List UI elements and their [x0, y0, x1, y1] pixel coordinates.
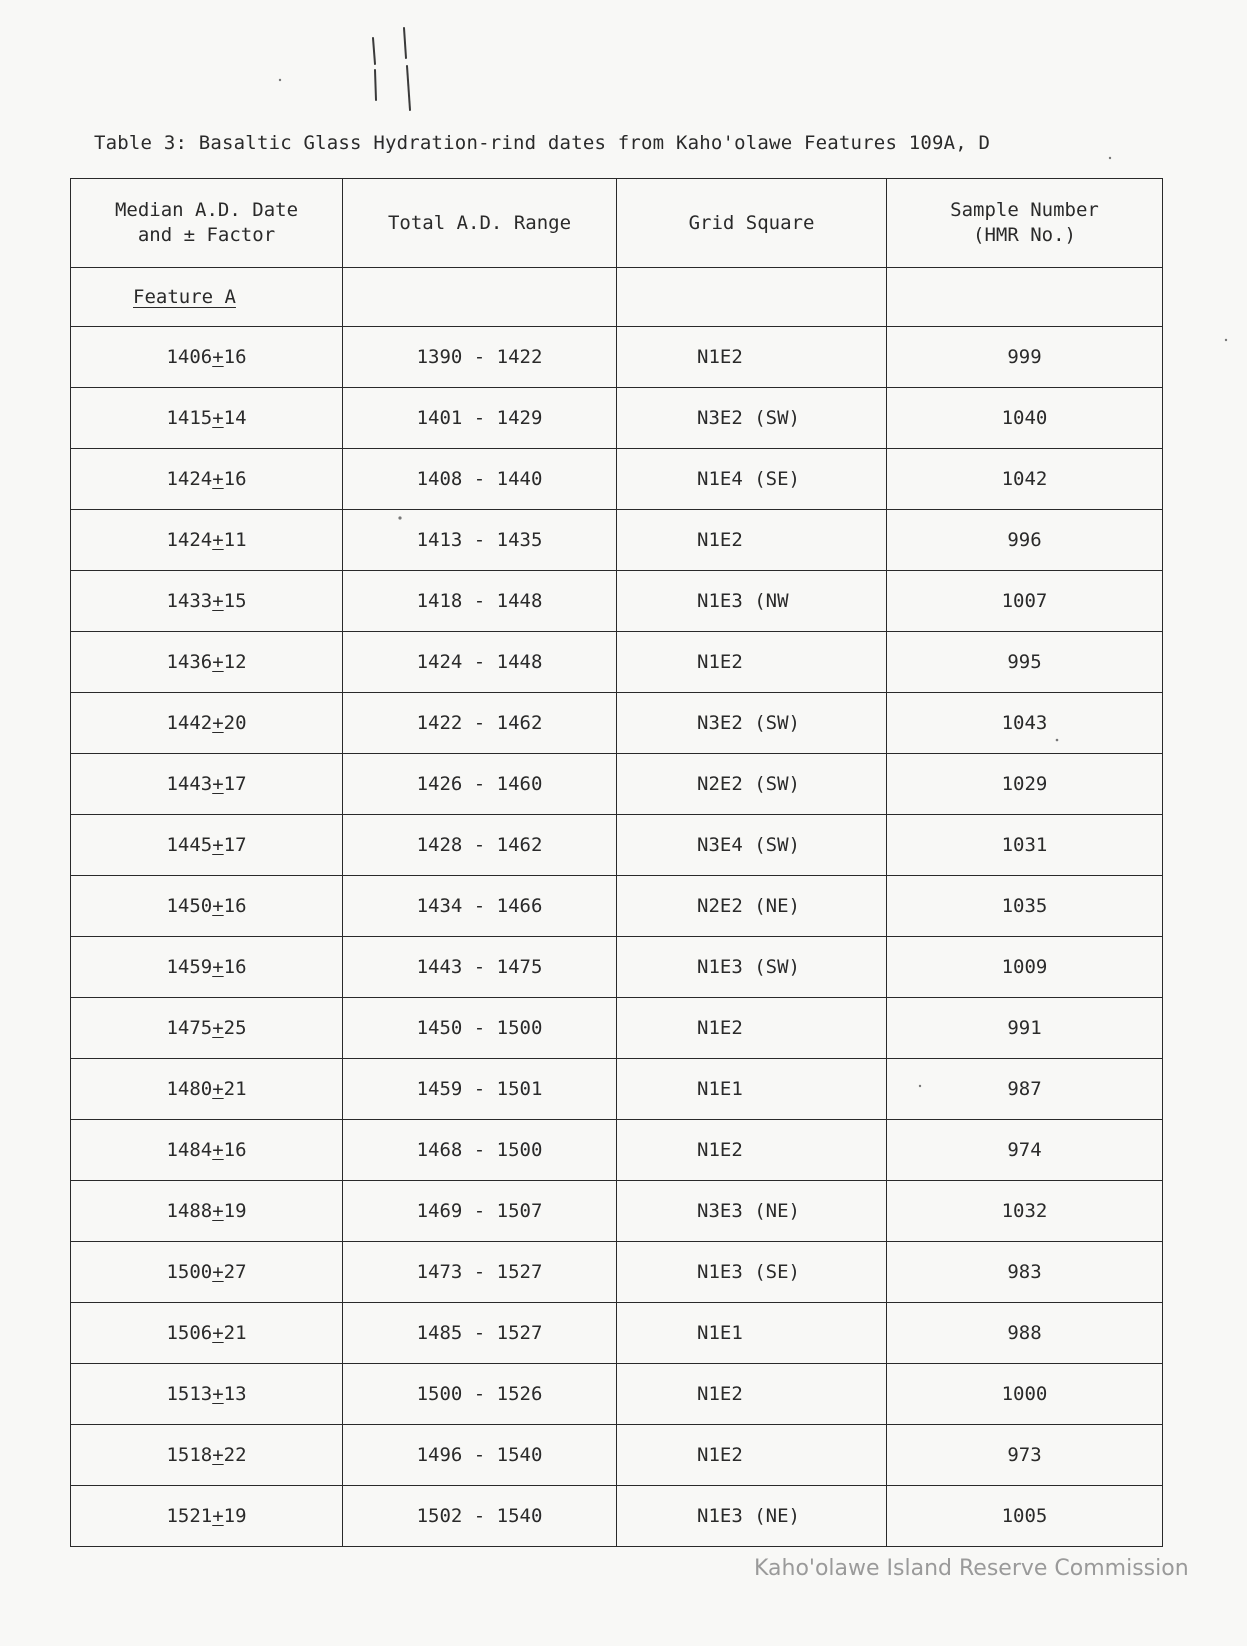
plus-minus-sign: +	[212, 712, 224, 734]
median-date-cell	[71, 876, 343, 937]
section-empty-cell	[887, 268, 1163, 327]
median-date-cell	[71, 937, 343, 998]
table-row	[71, 510, 1163, 571]
table-row	[71, 1242, 1163, 1303]
sample-number-cell: 1035	[887, 876, 1163, 937]
total-range-cell: 1496 - 1540	[343, 1425, 617, 1486]
table-row	[71, 388, 1163, 449]
median-date: 1518	[166, 1444, 213, 1466]
grid-square-cell: N1E2	[617, 998, 887, 1059]
median-date: 1415	[166, 407, 213, 429]
plus-minus-sign: +	[212, 468, 224, 490]
plus-minus-sign: +	[212, 407, 224, 429]
table-row	[71, 1120, 1163, 1181]
header-range-line-1: Total A.D. Range	[387, 211, 572, 234]
median-date: 1506	[166, 1322, 213, 1344]
header-sample-line-2: (HMR No.)	[973, 224, 1076, 246]
median-date: 1424	[166, 468, 213, 490]
median-date-cell	[71, 1181, 343, 1242]
plus-minus-sign: +	[212, 1200, 224, 1222]
plus-minus-sign: +	[212, 651, 224, 673]
grid-square-cell: N1E3 (NW	[617, 571, 887, 632]
plus-minus-factor: 16	[223, 468, 247, 490]
plus-minus-sign: +	[212, 1261, 224, 1283]
median-date-cell	[71, 1059, 343, 1120]
grid-square-cell: N1E3 (SE)	[617, 1242, 887, 1303]
median-date-cell	[71, 693, 343, 754]
plus-minus-factor: 21	[223, 1322, 247, 1344]
median-date: 1450	[166, 895, 213, 917]
sample-number-cell: 1032	[887, 1181, 1163, 1242]
sample-number-cell: 1029	[887, 754, 1163, 815]
grid-square-cell: N3E4 (SW)	[617, 815, 887, 876]
total-range-cell: 1434 - 1466	[343, 876, 617, 937]
median-date: 1484	[166, 1139, 213, 1161]
median-date: 1488	[166, 1200, 213, 1222]
header-sample-line-1: Sample Number	[950, 199, 1099, 221]
grid-square-cell: N3E2 (SW)	[617, 388, 887, 449]
total-range-cell: 1473 - 1527	[343, 1242, 617, 1303]
total-range-cell: 1426 - 1460	[343, 754, 617, 815]
median-date: 1513	[166, 1383, 213, 1405]
table-row	[71, 1059, 1163, 1120]
plus-minus-factor: 25	[223, 1017, 247, 1039]
plus-minus-sign: +	[212, 834, 224, 856]
total-range-cell: 1428 - 1462	[343, 815, 617, 876]
plus-minus-sign: +	[212, 1139, 224, 1161]
sample-number-cell: 1000	[887, 1364, 1163, 1425]
plus-minus-factor: 19	[223, 1200, 247, 1222]
sample-number-cell: 974	[887, 1120, 1163, 1181]
grid-square-cell: N1E2	[617, 1425, 887, 1486]
grid-square-cell: N1E2	[617, 632, 887, 693]
median-date-cell	[71, 1303, 343, 1364]
sample-number-cell: 995	[887, 632, 1163, 693]
total-range-cell: 1401 - 1429	[343, 388, 617, 449]
table-row	[71, 876, 1163, 937]
median-date-cell	[71, 388, 343, 449]
table-row	[71, 1364, 1163, 1425]
sample-number-cell: 1042	[887, 449, 1163, 510]
plus-minus-factor: 22	[223, 1444, 247, 1466]
median-date-cell	[71, 327, 343, 388]
plus-minus-sign: +	[212, 1322, 224, 1344]
table-row	[71, 449, 1163, 510]
plus-minus-sign: +	[212, 590, 224, 612]
sample-number-cell: 1043	[887, 693, 1163, 754]
sample-number-cell: 999	[887, 327, 1163, 388]
section-empty-cell	[343, 268, 617, 327]
sample-number-cell: 1005	[887, 1486, 1163, 1547]
total-range-cell: 1459 - 1501	[343, 1059, 617, 1120]
median-date: 1445	[166, 834, 213, 856]
median-date: 1406	[166, 346, 213, 368]
plus-minus-sign: +	[212, 1017, 224, 1039]
total-range-cell: 1468 - 1500	[343, 1120, 617, 1181]
table-row	[71, 1303, 1163, 1364]
median-date: 1442	[166, 712, 213, 734]
total-range-cell: 1469 - 1507	[343, 1181, 617, 1242]
plus-minus-factor: 17	[223, 834, 247, 856]
header-grid-line-1: Grid Square	[688, 211, 815, 234]
grid-square-cell: N1E2	[617, 1364, 887, 1425]
median-date-cell	[71, 571, 343, 632]
median-date: 1443	[166, 773, 213, 795]
median-date-cell	[71, 1364, 343, 1425]
plus-minus-factor: 27	[223, 1261, 247, 1283]
grid-square-cell: N1E2	[617, 510, 887, 571]
median-date-cell	[71, 449, 343, 510]
grid-square-cell: N1E2	[617, 1120, 887, 1181]
plus-minus-factor: 14	[223, 407, 247, 429]
plus-minus-sign: +	[212, 1444, 224, 1466]
total-range-cell: 1413 - 1435	[343, 510, 617, 571]
grid-square-cell: N1E4 (SE)	[617, 449, 887, 510]
median-date-cell	[71, 815, 343, 876]
median-date: 1480	[166, 1078, 213, 1100]
plus-minus-sign: +	[212, 1078, 224, 1100]
median-date-cell	[71, 1120, 343, 1181]
plus-minus-factor: 20	[223, 712, 247, 734]
plus-minus-factor: 16	[223, 1139, 247, 1161]
plus-minus-factor: 16	[223, 346, 247, 368]
median-date: 1521	[166, 1505, 213, 1527]
median-date-cell	[71, 1425, 343, 1486]
table-row	[71, 693, 1163, 754]
table-row	[71, 754, 1163, 815]
header-grid-square	[617, 179, 887, 268]
total-range-cell: 1500 - 1526	[343, 1364, 617, 1425]
total-range-cell: 1422 - 1462	[343, 693, 617, 754]
footer-watermark: Kaho'olawe Island Reserve Commission	[754, 1556, 1189, 1581]
plus-minus-factor: 21	[223, 1078, 247, 1100]
plus-minus-factor: 16	[223, 956, 247, 978]
table-row	[71, 1181, 1163, 1242]
median-date: 1475	[166, 1017, 213, 1039]
sample-number-cell: 1040	[887, 388, 1163, 449]
table-row	[71, 632, 1163, 693]
sample-number-cell: 996	[887, 510, 1163, 571]
section-empty-cell	[617, 268, 887, 327]
grid-square-cell: N1E1	[617, 1303, 887, 1364]
total-range-cell: 1424 - 1448	[343, 632, 617, 693]
plus-minus-sign: +	[212, 895, 224, 917]
median-date-cell	[71, 510, 343, 571]
table-row	[71, 571, 1163, 632]
table-title: Table 3: Basaltic Glass Hydration-rind dates from Kaho'olawe Features 109A, D	[94, 132, 991, 154]
grid-square-cell: N3E2 (SW)	[617, 693, 887, 754]
sample-number-cell: 983	[887, 1242, 1163, 1303]
grid-square-cell: N3E3 (NE)	[617, 1181, 887, 1242]
plus-minus-sign: +	[212, 1505, 224, 1527]
median-date: 1424	[166, 529, 213, 551]
header-row	[71, 179, 1163, 268]
table-row	[71, 937, 1163, 998]
table-row	[71, 1425, 1163, 1486]
median-date: 1436	[166, 651, 213, 673]
total-range-cell: 1485 - 1527	[343, 1303, 617, 1364]
table-row	[71, 998, 1163, 1059]
section-label: Feature A	[133, 286, 236, 308]
median-date-cell	[71, 754, 343, 815]
sample-number-cell: 1031	[887, 815, 1163, 876]
plus-minus-factor: 15	[223, 590, 247, 612]
header-median-date	[71, 179, 343, 268]
plus-minus-sign: +	[212, 529, 224, 551]
plus-minus-sign: +	[212, 346, 224, 368]
table-row	[71, 1486, 1163, 1547]
sample-number-cell: 988	[887, 1303, 1163, 1364]
grid-square-cell: N1E3 (SW)	[617, 937, 887, 998]
plus-minus-sign: +	[212, 956, 224, 978]
total-range-cell: 1443 - 1475	[343, 937, 617, 998]
header-median-line-1: Median A.D. Date	[114, 199, 299, 221]
header-total-range	[343, 179, 617, 268]
median-date: 1459	[166, 956, 213, 978]
section-row	[71, 268, 1163, 327]
table-row	[71, 327, 1163, 388]
plus-minus-sign: +	[212, 773, 224, 795]
median-date-cell	[71, 998, 343, 1059]
median-date-cell	[71, 1242, 343, 1303]
total-range-cell: 1450 - 1500	[343, 998, 617, 1059]
plus-minus-factor: 13	[223, 1383, 247, 1405]
sample-number-cell: 973	[887, 1425, 1163, 1486]
grid-square-cell: N1E3 (NE)	[617, 1486, 887, 1547]
plus-minus-sign: +	[212, 1383, 224, 1405]
median-date: 1500	[166, 1261, 213, 1283]
section-label-cell	[71, 268, 343, 327]
total-range-cell: 1502 - 1540	[343, 1486, 617, 1547]
sample-number-cell: 987	[887, 1059, 1163, 1120]
total-range-cell: 1418 - 1448	[343, 571, 617, 632]
hydration-dates-table	[70, 178, 1163, 1547]
plus-minus-factor: 16	[223, 895, 247, 917]
plus-minus-factor: 19	[223, 1505, 247, 1527]
sample-number-cell: 1007	[887, 571, 1163, 632]
sample-number-cell: 991	[887, 998, 1163, 1059]
total-range-cell: 1390 - 1422	[343, 327, 617, 388]
grid-square-cell: N1E2	[617, 327, 887, 388]
header-sample-number	[887, 179, 1163, 268]
grid-square-cell: N1E1	[617, 1059, 887, 1120]
table-row	[71, 815, 1163, 876]
grid-square-cell: N2E2 (SW)	[617, 754, 887, 815]
median-date: 1433	[166, 590, 213, 612]
median-date-cell	[71, 1486, 343, 1547]
total-range-cell: 1408 - 1440	[343, 449, 617, 510]
plus-minus-factor: 17	[223, 773, 247, 795]
grid-square-cell: N2E2 (NE)	[617, 876, 887, 937]
plus-minus-factor: 12	[223, 651, 247, 673]
sample-number-cell: 1009	[887, 937, 1163, 998]
header-median-line-2: and ± Factor	[137, 224, 276, 246]
plus-minus-factor: 11	[223, 529, 247, 551]
median-date-cell	[71, 632, 343, 693]
